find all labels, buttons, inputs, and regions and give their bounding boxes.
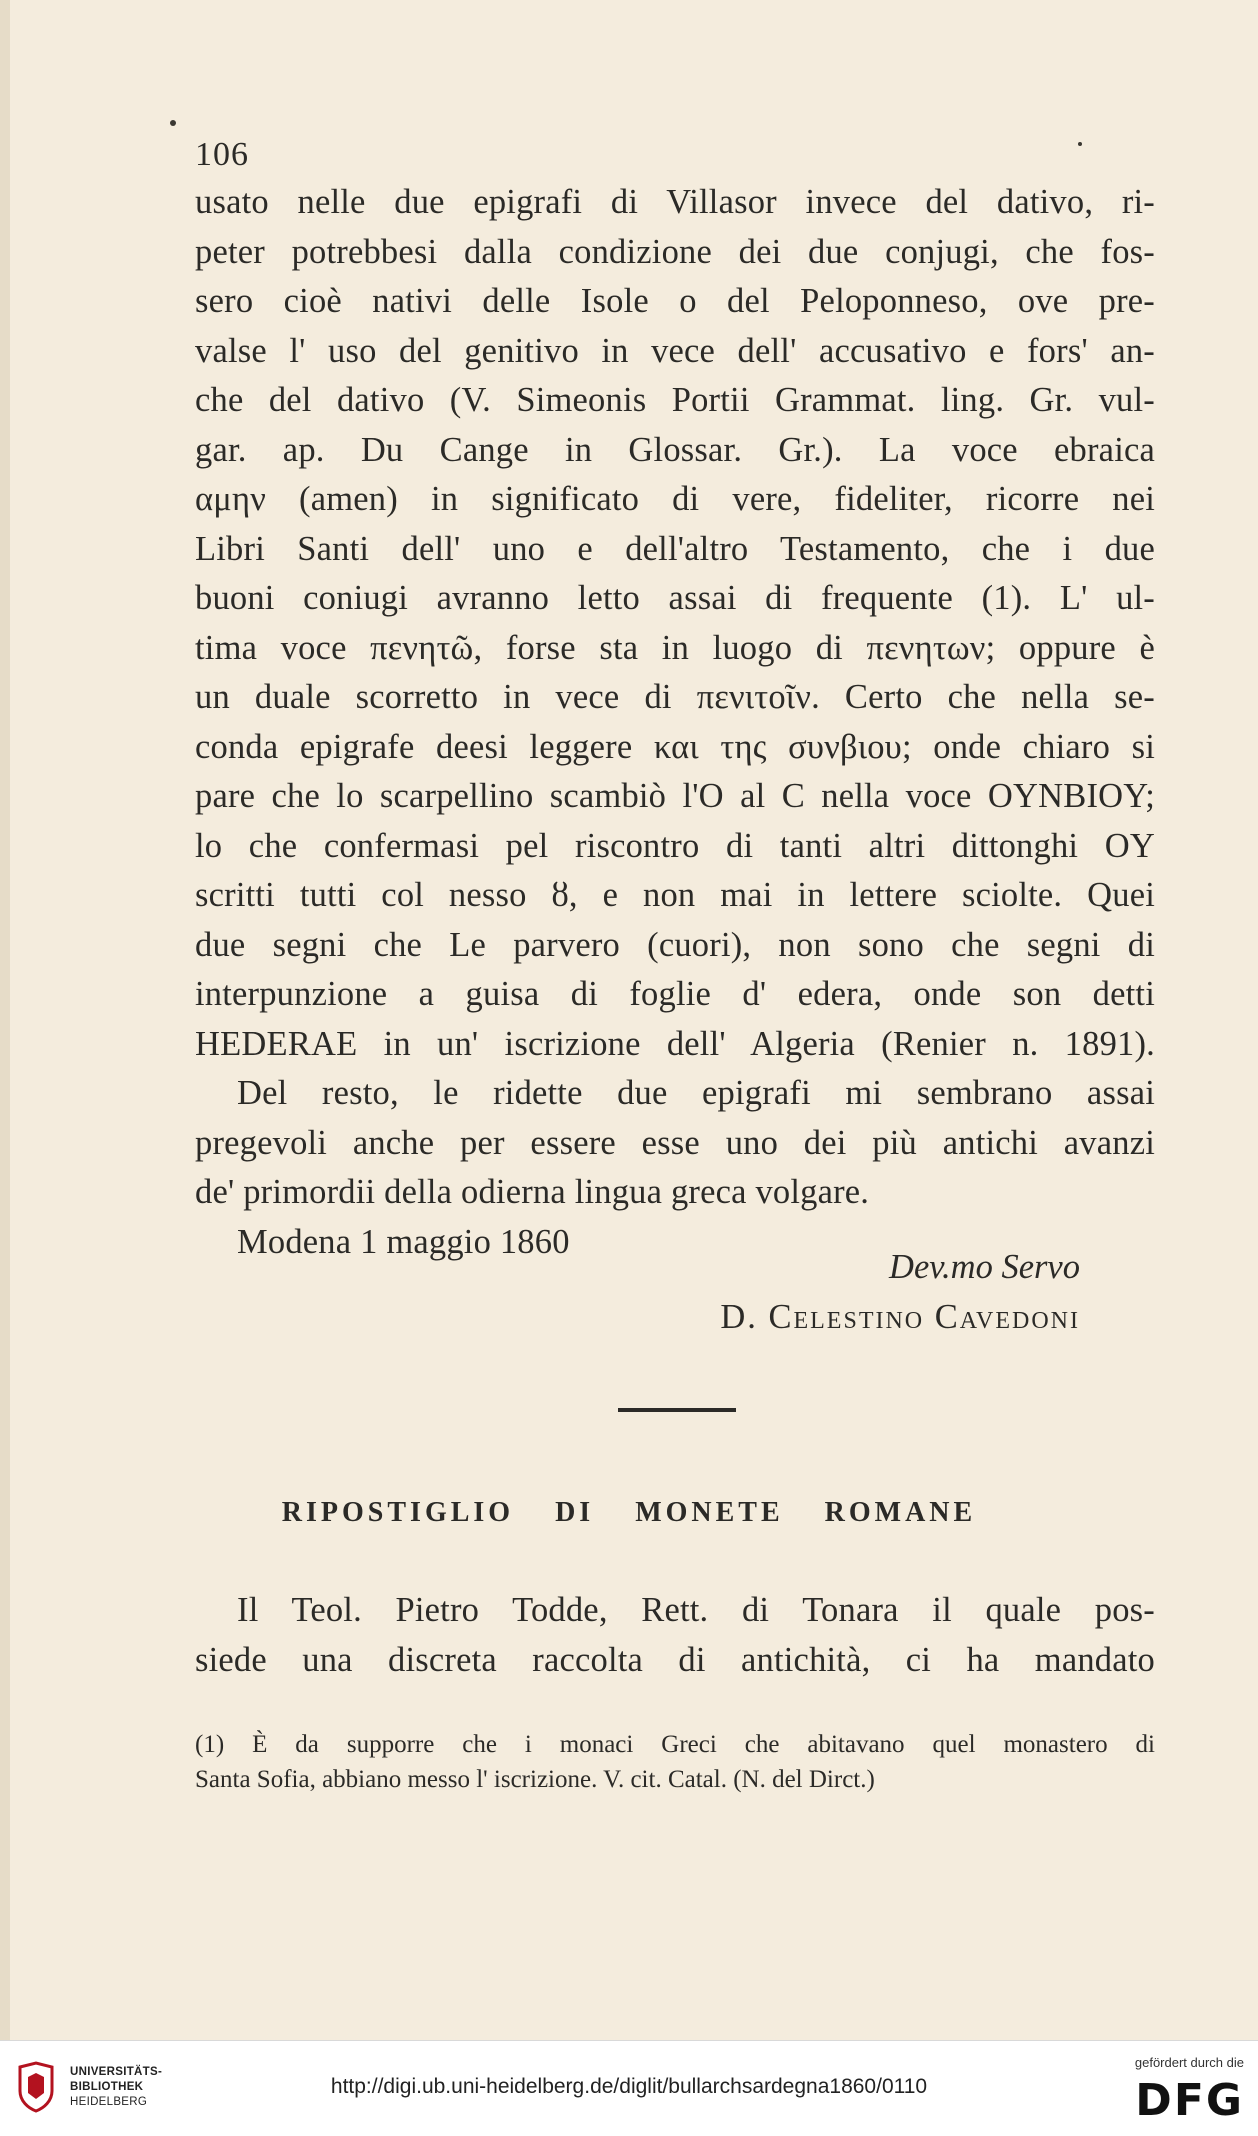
text-line: αμην (amen) in significato di vere, fideliter, ricorre nei [195,480,1155,518]
text-line: gar. ap. Du Cange in Glossar. Gr.). La voce ebraica [195,430,1155,469]
date-line: Modena 1 maggio 1860 [237,1222,570,1261]
text-line: buoni coniugi avranno letto assai di frequente (1). L' ul- [195,579,1155,617]
text-line: conda epigrafe deesi leggere και της συνβιου; onde chiaro si [195,727,1155,766]
page-edge [0,0,10,2040]
text-line: scritti tutti col nesso ȣ, e non mai in lettere sciolte. Quei [195,876,1155,914]
text-line: valse l' uso del genitivo in vece dell' accusativo e fors' an- [195,331,1155,370]
text-line: Del resto, le ridette due epigrafi mi sembrano assai [237,1074,1155,1112]
text-line: interpunzione a guisa di foglie d' edera, onde son detti [195,975,1155,1013]
text-line: HEDERAE in un' iscrizione dell' Algeria (Renier n. 1891). [195,1024,1155,1063]
text-line: siede una discreta raccolta di antichità, ci ha mandato [195,1640,1155,1679]
section-heading: RIPOSTIGLIO DI MONETE ROMANE [281,1497,977,1528]
footnote-line: (1) È da supporre che i monaci Greci che abitavano quel monastero di [195,1731,1155,1758]
section-text [195,1586,1155,1685]
library-name-line: BIBLIOTHEK [70,2081,144,2093]
funding-note: gefördert durch die [1134,2055,1244,2070]
text-line: pare che lo scarpellino scambiò l'O al C nella voce OYNBIOY; [195,777,1155,815]
ink-speck [1078,142,1082,146]
library-name-line: HEIDELBERG [70,2096,148,2108]
library-name-line: UNIVERSITÄTS- [70,2066,163,2078]
text-line: sero cioè nativi delle Isole o del Peloponneso, ove pre- [195,282,1155,320]
signature-name: D. Celestino Cavedoni [720,1298,1080,1336]
dfg-logo: DFG [1135,2075,1244,2126]
text-line: due segni che Le parvero (cuori), non sono che segni di [195,925,1155,964]
text-line: tima voce πενητῶ, forse sta in luogo di πενητων; oppure è [195,628,1155,667]
body-text [195,178,1155,1267]
text-line: peter potrebbesi dalla condizione dei due conjugi, che fos- [195,232,1155,271]
footnote-line: Santa Sofia, abbiano messo l' iscrizione. V. cit. Catal. (N. del Dirct.) [195,1766,875,1793]
ink-speck [170,120,176,126]
text-line: un duale scorretto in vece di πενιτοῖν. Certo che nella se- [195,678,1155,716]
text-line: pregevoli anche per essere esse uno dei più antichi avanzi [195,1123,1155,1162]
page-number: 106 [195,136,249,173]
text-line: usato nelle due epigrafi di Villasor invece del dativo, ri- [195,183,1155,221]
permalink-url[interactable]: http://digi.ub.uni-heidelberg.de/diglit/bullarchsardegna1860/0110 [330,2075,928,2098]
footnote [195,1727,1155,1797]
text-line: Il Teol. Pietro Todde, Rett. di Tonara il quale pos- [237,1591,1155,1629]
text-line: lo che confermasi pel riscontro di tanti altri dittonghi OY [195,826,1155,865]
viewer-footer [0,2040,1258,2136]
text-line: de' primordii della odierna lingua greca volgare. [195,1173,870,1211]
section-divider [618,1408,736,1412]
text-line: Libri Santi dell' uno e dell'altro Testamento, che i due [195,529,1155,568]
signature-closing: Dev.mo Servo [889,1248,1080,1286]
text-line: che del dativo (V. Simeonis Portii Grammat. ling. Gr. vul- [195,381,1155,419]
